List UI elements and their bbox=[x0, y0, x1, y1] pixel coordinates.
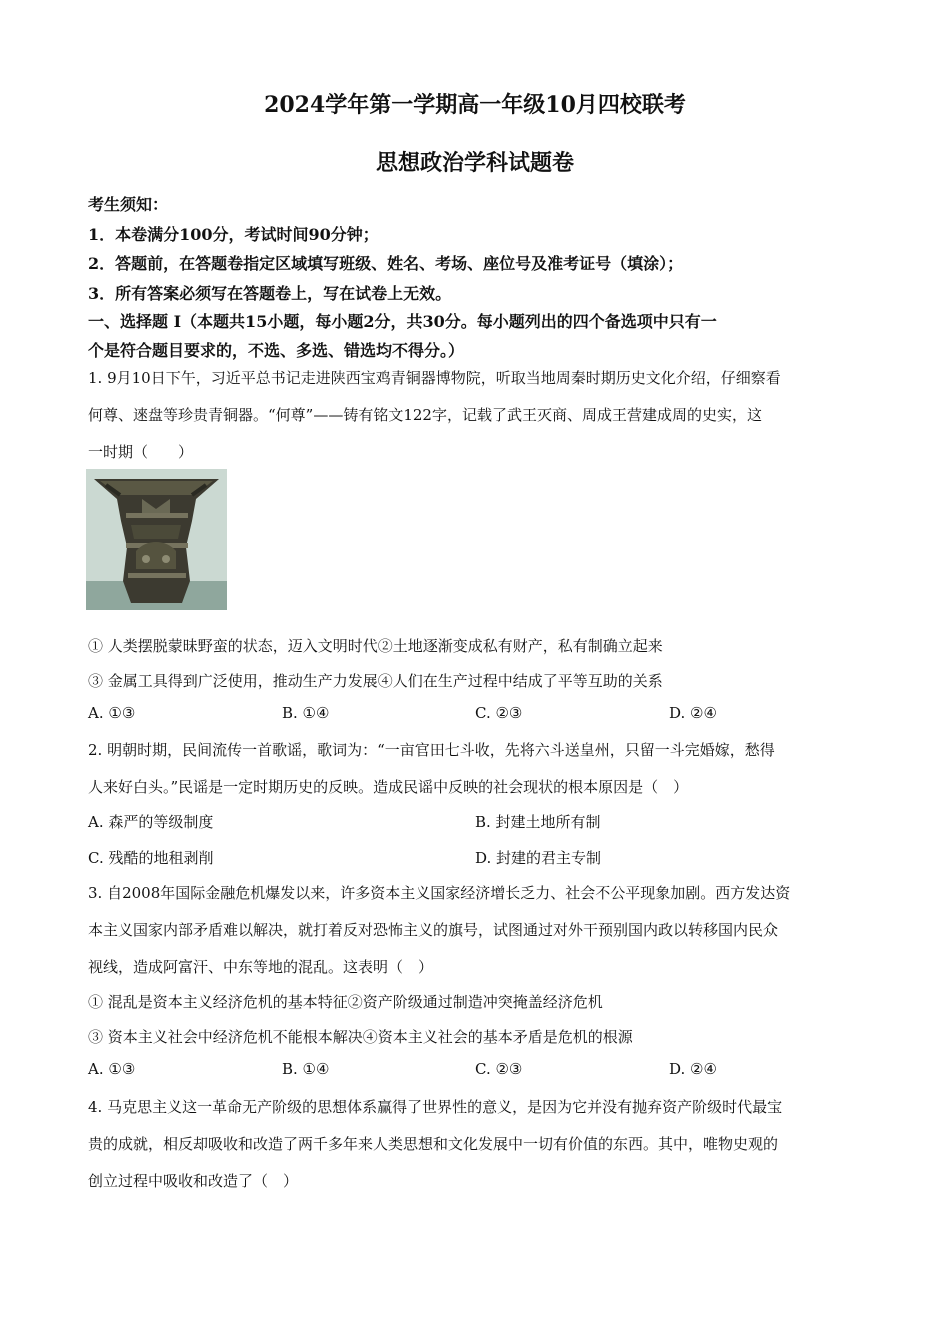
question-3-statements: ③ 资本主义社会中经济危机不能根本解决④资本主义社会的基本矛盾是危机的根源 bbox=[88, 1028, 633, 1046]
exam-title: 2024学年第一学期高一年级10月四校联考 bbox=[264, 92, 686, 118]
section-heading-cont: 个是符合题目要求的，不选、多选、错选均不得分。） bbox=[88, 341, 465, 360]
question-1-option-d[interactable]: D. ②④ bbox=[669, 704, 717, 722]
question-3-option-b[interactable]: B. ①④ bbox=[282, 1060, 330, 1078]
question-2-option-c[interactable]: C. 残酷的地租剥削 bbox=[88, 849, 214, 867]
exam-subject-title: 思想政治学科试题卷 bbox=[375, 150, 574, 176]
question-3-text: 视线，造成阿富汗、中东等地的混乱。这表明（ ） bbox=[88, 958, 434, 976]
question-3-text: 本主义国家内部矛盾难以解决，就打着反对恐怖主义的旗号，试图通过对外干预别国内政以转移国内民众 bbox=[88, 921, 779, 939]
question-2-text: 人来好白头。”民谣是一定时期历史的反映。造成民谣中反映的社会现状的根本原因是（ ） bbox=[88, 778, 689, 796]
notice-item-2: 2．答题前，在答题卷指定区域填写班级、姓名、考场、座位号及准考证号（填涂）； bbox=[88, 254, 684, 273]
question-3-statements: ① 混乱是资本主义经济危机的基本特征②资产阶级通过制造冲突掩盖经济危机 bbox=[88, 993, 603, 1011]
question-2-text: 2. 明朝时期，民间流传一首歌谣，歌词为：“一亩官田七斗收，先将六斗送皇州，只留一斗完婚嫁，愁得 bbox=[88, 741, 775, 759]
question-4-text: 贵的成就，相反却吸收和改造了两千多年来人类思想和文化发展中一切有价值的东西。其中，唯物史观的 bbox=[88, 1135, 779, 1153]
question-3-text: 3. 自2008年国际金融危机爆发以来，许多资本主义国家经济增长乏力、社会不公平现象加剧。西方发达资 bbox=[88, 884, 791, 902]
bronze-vessel-photo bbox=[86, 469, 227, 610]
question-4-text: 创立过程中吸收和改造了（ ） bbox=[88, 1172, 299, 1190]
question-1-text: 一时期（ ） bbox=[88, 443, 194, 461]
question-1-text: 1. 9月10日下午，习近平总书记走进陕西宝鸡青铜器博物院，听取当地周秦时期历史文化介绍，仔细察看 bbox=[88, 369, 781, 387]
question-1-text: 何尊、逨盘等珍贵青铜器。“何尊”——铸有铭文122字，记载了武王灭商、周成王营建成周的史实，这 bbox=[88, 406, 762, 424]
question-3-option-d[interactable]: D. ②④ bbox=[669, 1060, 717, 1078]
notice-item-3: 3．所有答案必须写在答题卷上，写在试卷上无效。 bbox=[88, 284, 452, 303]
notice-heading: 考生须知： bbox=[88, 195, 169, 214]
question-3-option-c[interactable]: C. ②③ bbox=[475, 1060, 523, 1078]
question-1-option-c[interactable]: C. ②③ bbox=[475, 704, 523, 722]
question-1-option-b[interactable]: B. ①④ bbox=[282, 704, 330, 722]
question-1-statements: ① 人类摆脱蒙昧野蛮的状态，迈入文明时代②土地逐渐变成私有财产，私有制确立起来 bbox=[88, 637, 663, 655]
question-2-option-a[interactable]: A. 森严的等级制度 bbox=[88, 813, 214, 831]
question-2-option-b[interactable]: B. 封建土地所有制 bbox=[475, 813, 601, 831]
notice-item-1: 1．本卷满分100分，考试时间90分钟； bbox=[88, 225, 379, 244]
question-4-text: 4. 马克思主义这一革命无产阶级的思想体系赢得了世界性的意义，是因为它并没有抛弃资产阶级时代最宝 bbox=[88, 1098, 783, 1116]
section-heading: 一、选择题 Ⅰ（本题共15小题，每小题2分，共30分。每小题列出的四个备选项中只有一 bbox=[88, 312, 717, 331]
bronze-vessel-icon bbox=[86, 469, 227, 610]
question-2-option-d[interactable]: D. 封建的君主专制 bbox=[475, 849, 602, 867]
question-1-option-a[interactable]: A. ①③ bbox=[88, 704, 136, 722]
question-3-option-a[interactable]: A. ①③ bbox=[88, 1060, 136, 1078]
question-1-statements: ③ 金属工具得到广泛使用，推动生产力发展④人们在生产过程中结成了平等互助的关系 bbox=[88, 672, 663, 690]
